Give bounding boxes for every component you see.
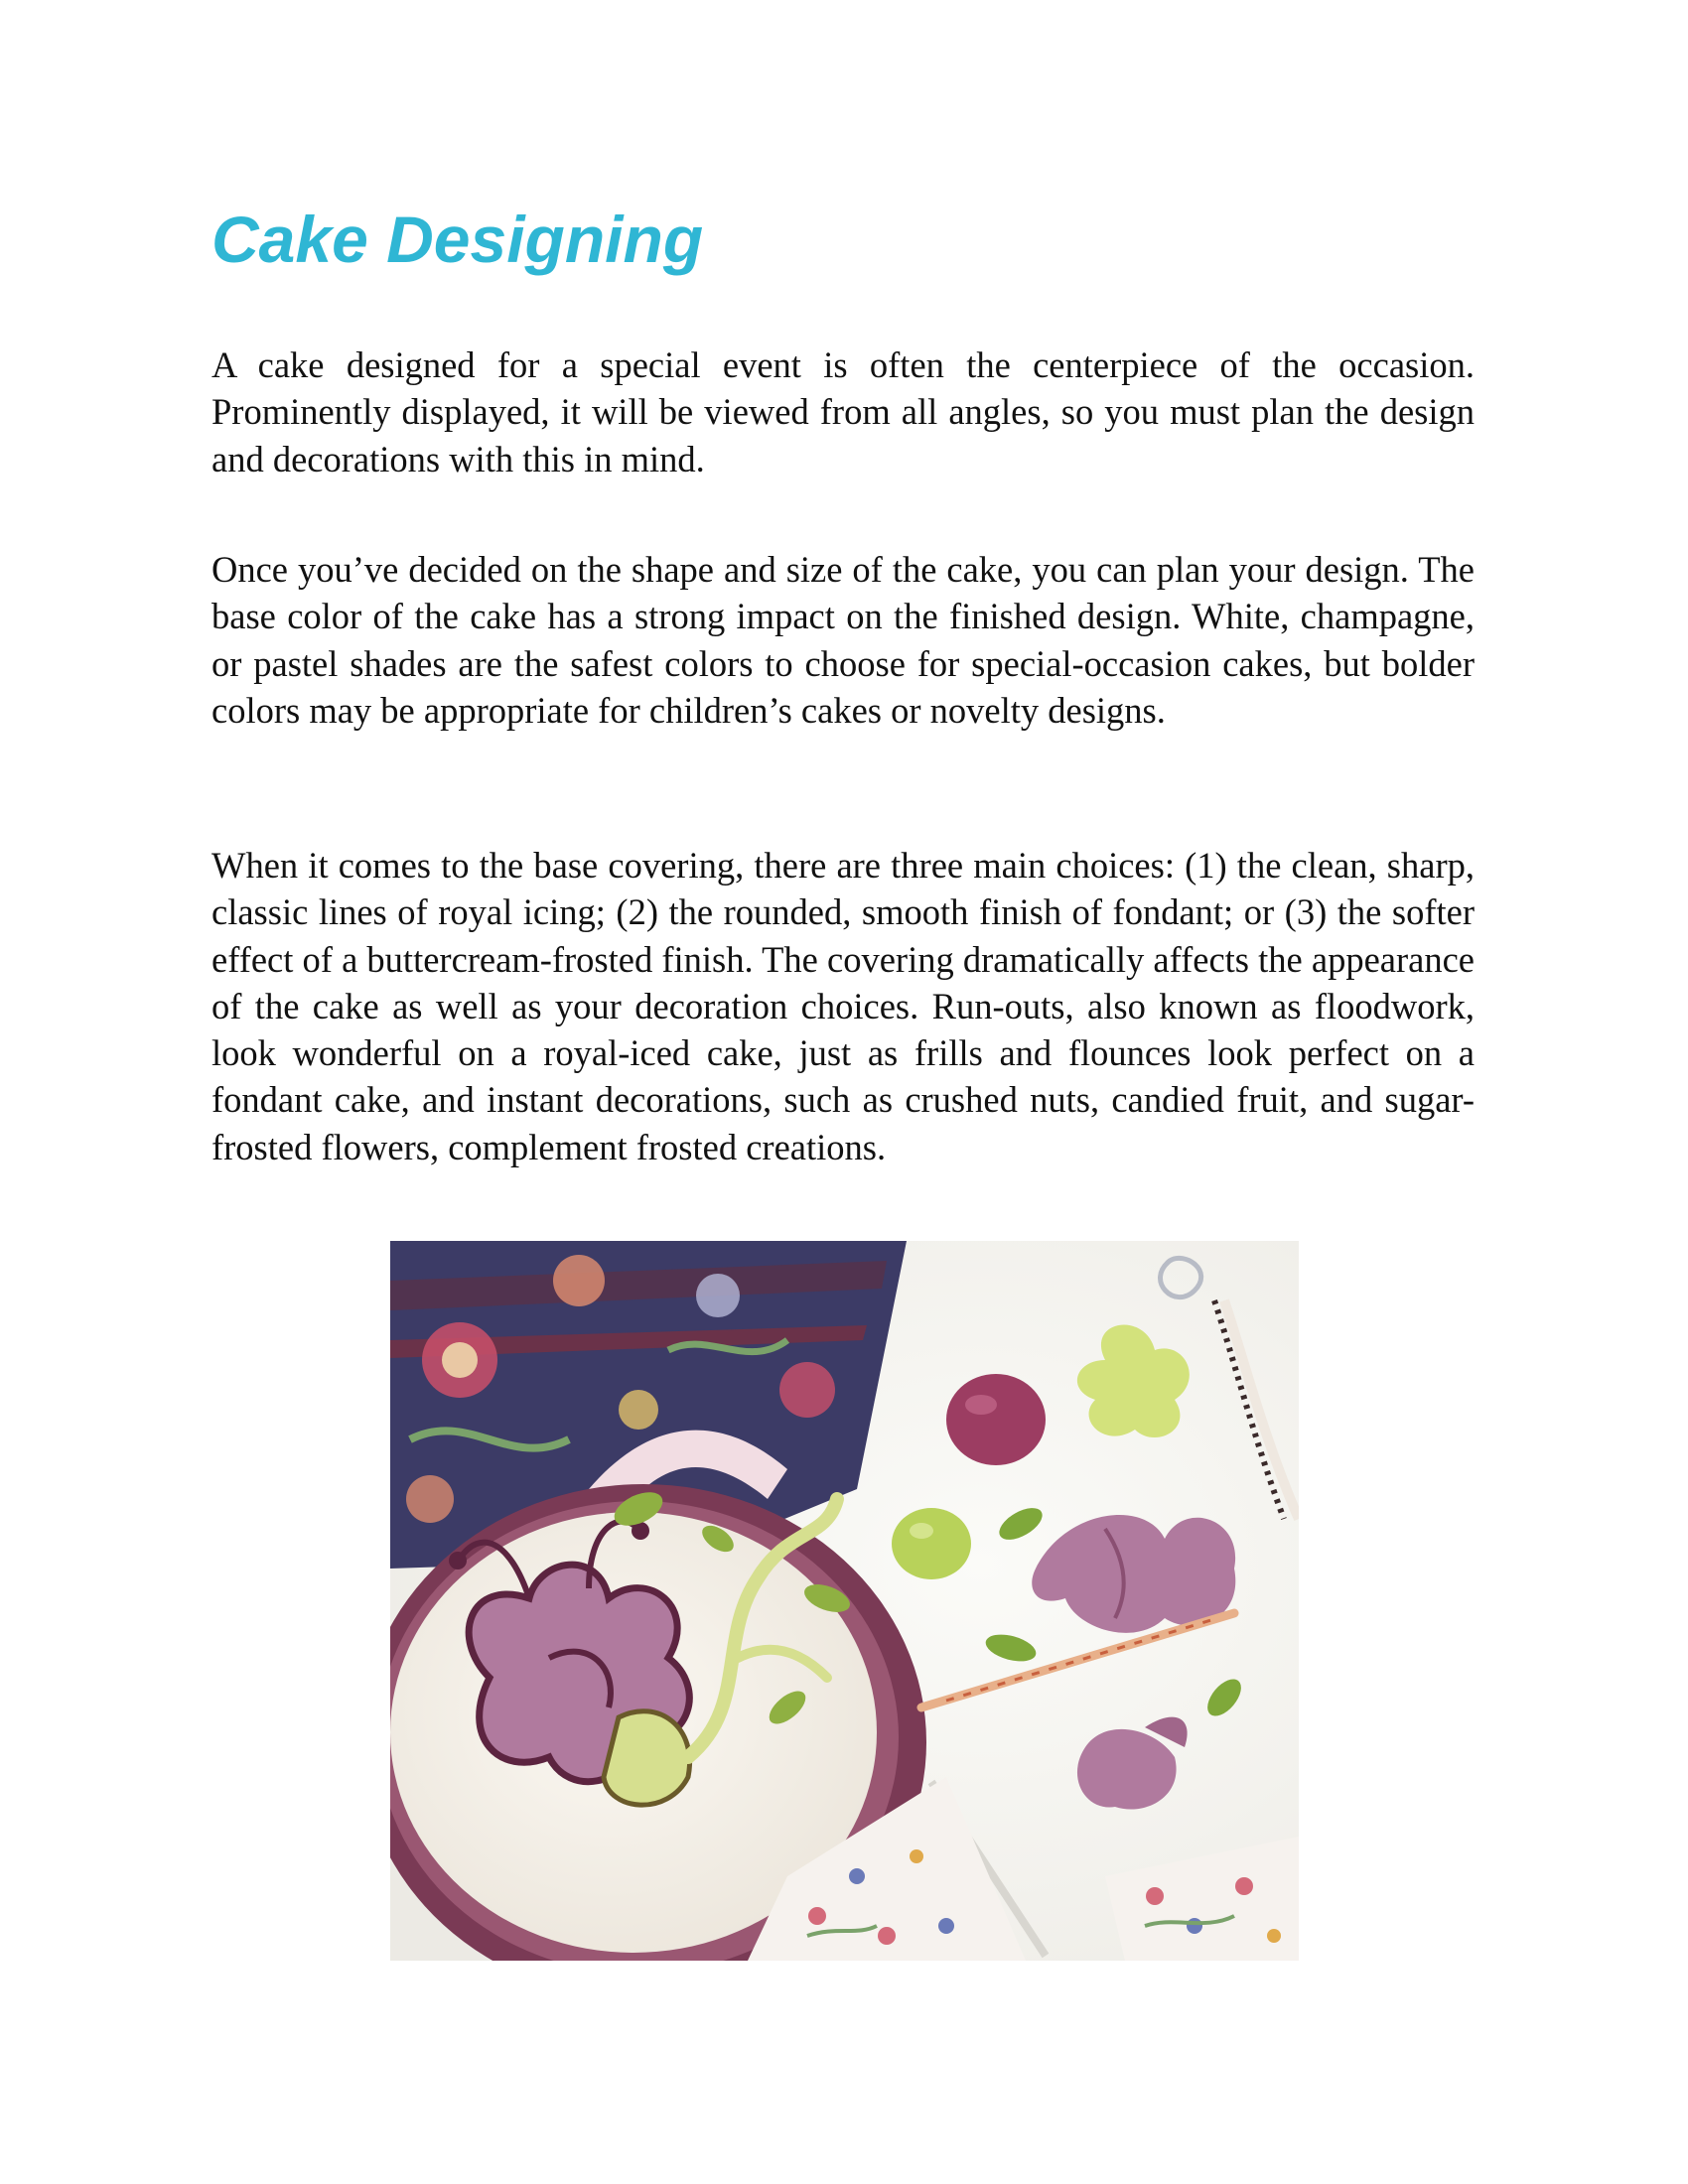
cake-photo <box>390 1241 1299 1961</box>
paragraph-base-covering: When it comes to the base covering, there are three main choices: (1) the clean, sharp, classic lines of royal icing; (2) the rounded, smooth finish of fondant; or (3) the softer effect of a buttercream-frosted finish. The covering dramatically affects the appearance of the cake as well as your decoration choices. Run-outs, also known as floodwork, look wonderful on a royal-iced cake, just as frills and flounces look perfect on a fondant cake, and instant decorations, such as crushed nuts, candied fruit, and sugar-frosted flowers, complement frosted creations. <box>211 845 1475 1167</box>
green-fondant-ball <box>892 1508 971 1579</box>
page-title: Cake Designing <box>211 203 704 276</box>
paragraph-intro: A cake designed for a special event is often the centerpiece of the occasion. Prominently displayed, it will be viewed from all angles, so you must plan the design and decorations with this in mind. <box>211 344 1475 479</box>
paragraph-design-color: Once you’ve decided on the shape and size of the cake, you can plan your design. The base color of the cake has a strong impact on the finished design. White, champagne, or pastel shades are the safest colors to choose for special-occasion cakes, but bolder colors may be appropriate for children’s cakes or novelty designs. <box>211 549 1475 731</box>
plum-fondant-ball <box>946 1374 1046 1465</box>
